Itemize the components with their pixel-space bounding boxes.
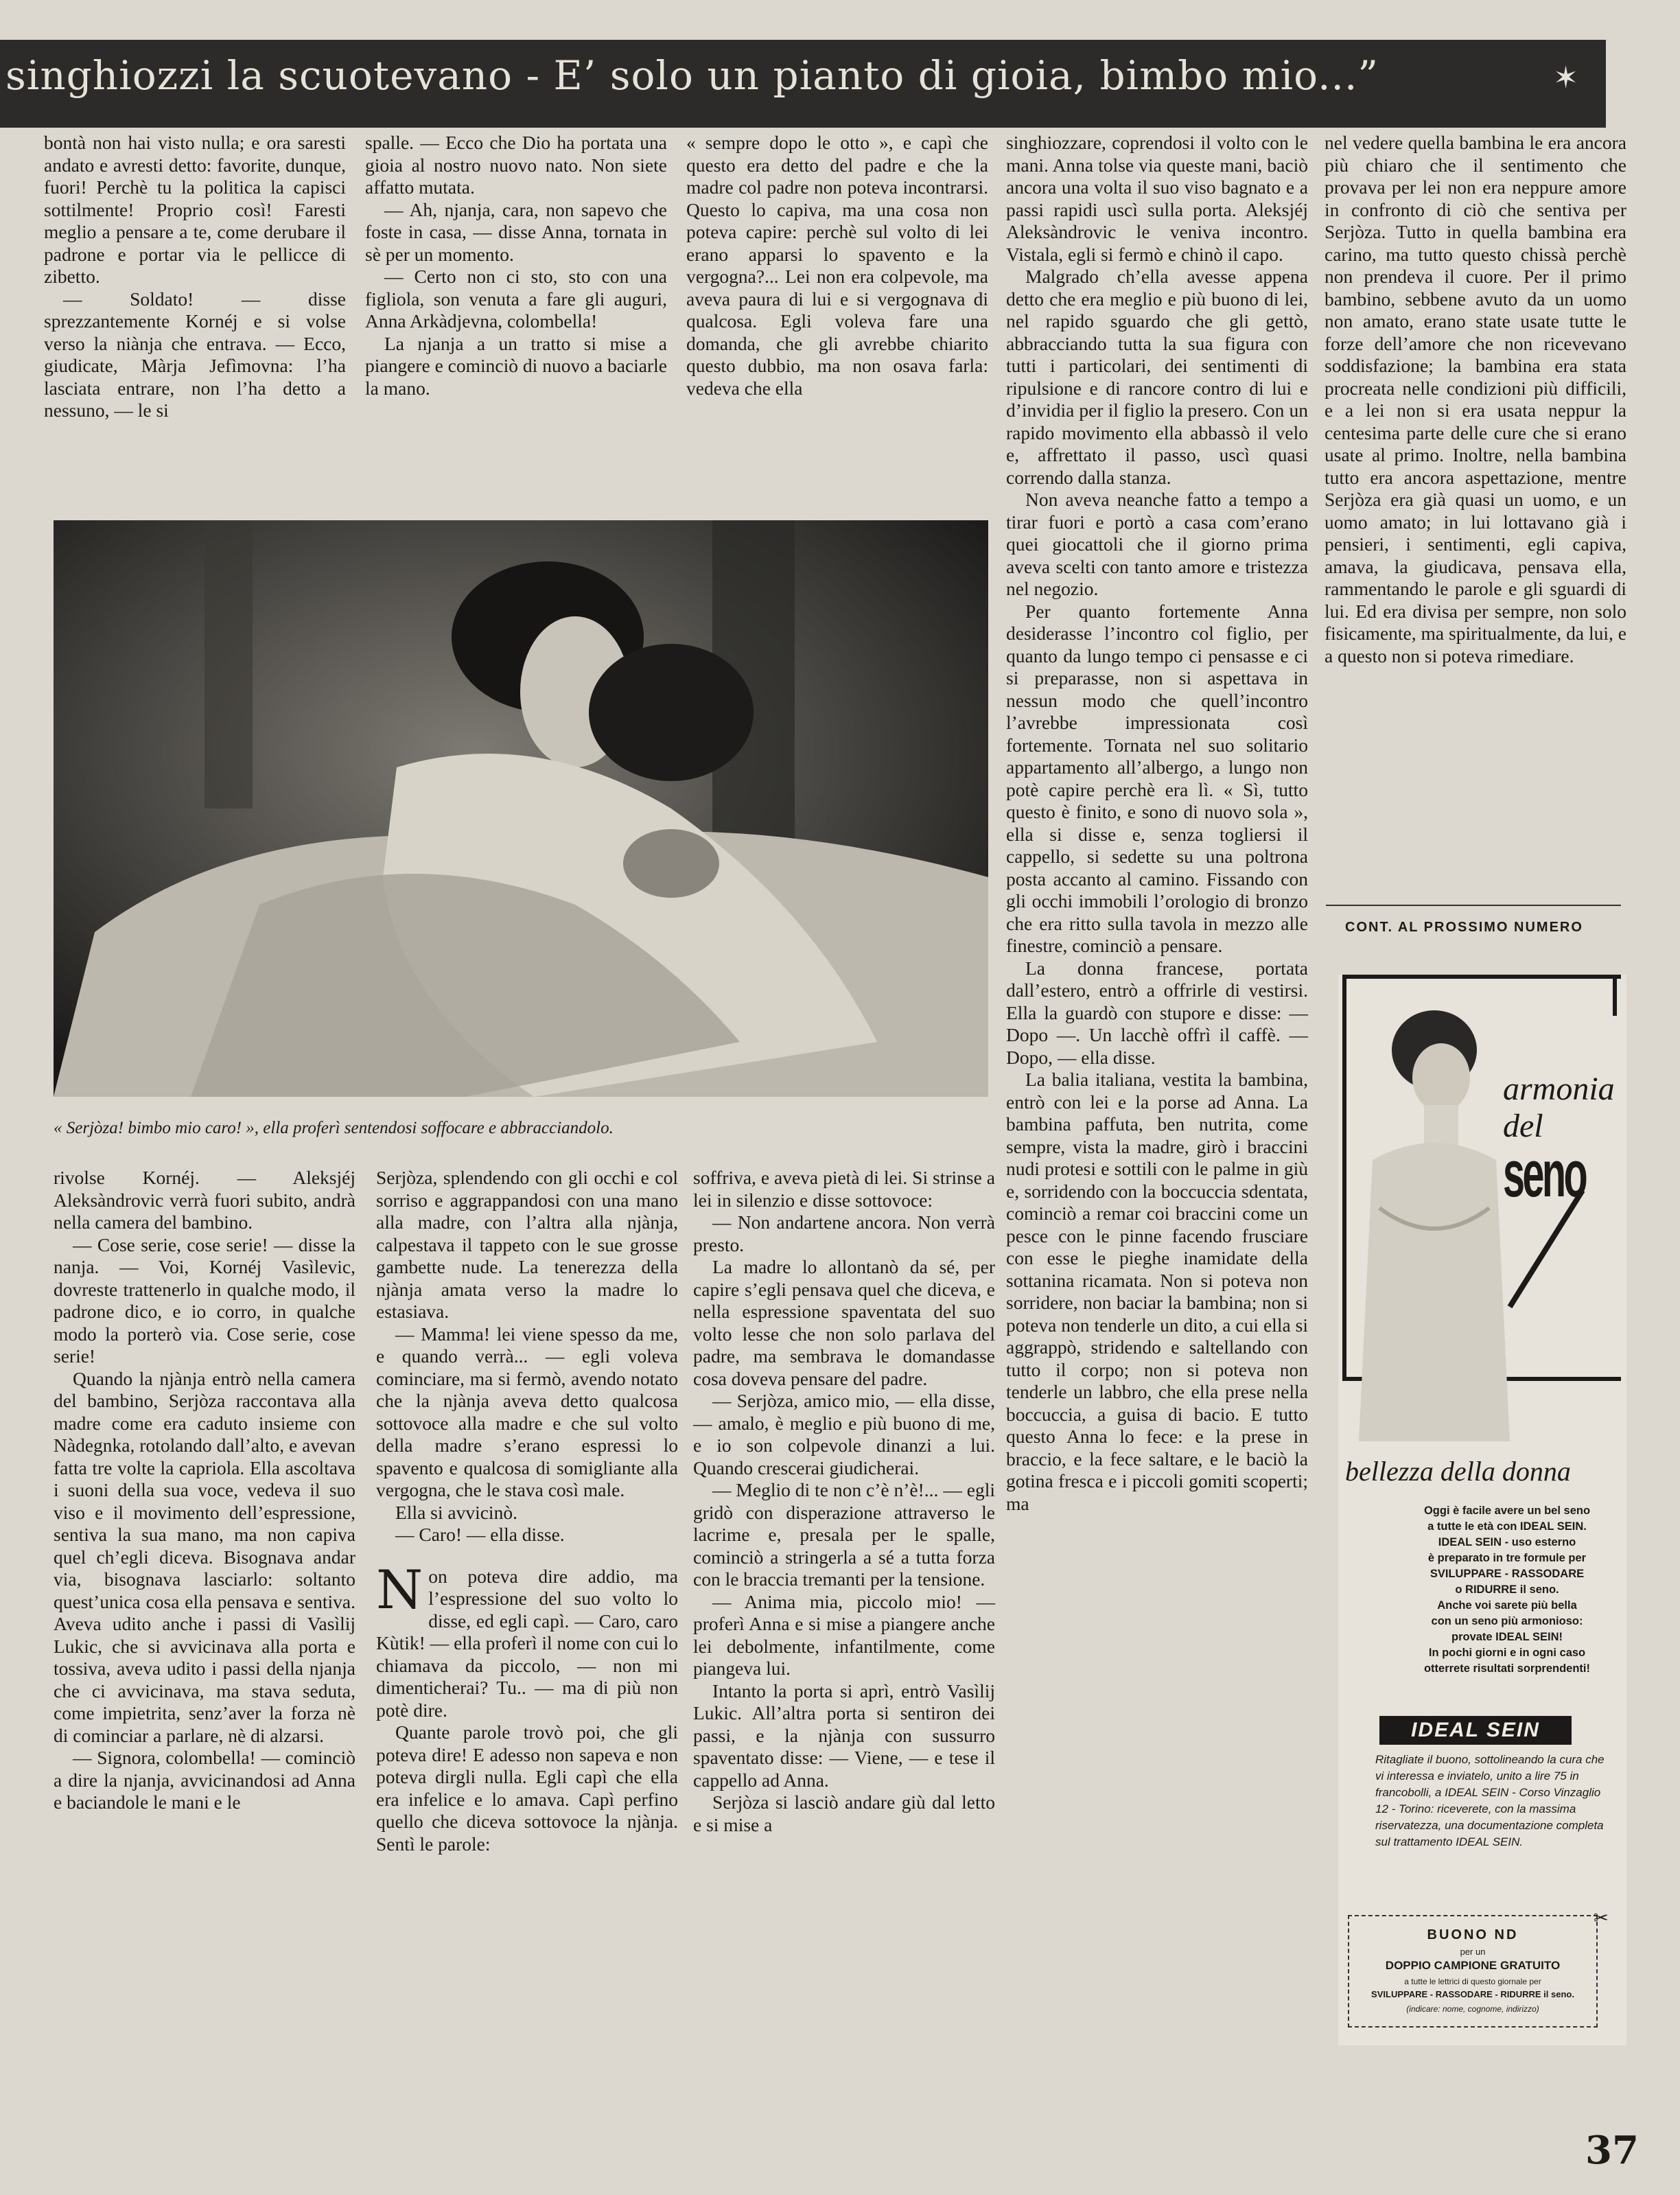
paragraph: Ella si avvicinò. [395, 1501, 517, 1523]
paragraph: Quante parole trovò poi, che gli poteva dire! E adesso non sapeva e non poteva dirgli nulla. Egli capì che ella era infelice e lo amava. Capì perfino quello che diceva sottovoce la njànja. Sentì le parole: [376, 1721, 678, 1855]
ad-body-line: Oggi è facile avere un bel seno [1423, 1505, 1591, 1517]
ad-frame-corner [1613, 975, 1617, 1016]
paragraph: — Mamma! lei viene spesso da me, e quando verrà... — egli voleva cominciare, ma si fermò, avendo notato che la njànja aveva detto qualcosa sottovoce alla madre e che sul volto della madre s’erano espressi lo spavento e qualcosa di somigliante alla vergogna, che le stava così male. [376, 1323, 678, 1500]
paragraph: spalle. — Ecco che Dio ha portata una gioia al nostro nuovo nato. Non siete affatto mutata. [365, 132, 667, 198]
coupon-line: a tutte le lettrici di questo giornale per [1404, 1977, 1541, 1986]
paragraph: La balia italiana, vestita la bambina, entrò con lei e la porse ad Anna. La bambina paffuta, ben nutrita, come sempre, vista la madre, girò i braccini nudi protesi e sottili con le palme in giù e, sorridendo con la boccuccia sdentata, cominciò a remar coi braccini come un pesce con le pinne facendo frusciare con esse le pieghe inamidate della sottanina ricamata. Non si poteva non sorridere, non baciar la bambina; non si poteva non tenderle un dito, a cui ella si aggrappò, stridendo e saltellando con tutto il corpo; non si poteva non tenderle un labbro, che ella prese nella boccuccia, a guisa di bacio. E tutto questo Anna lo fece: e la prese in braccio, e la fece saltare, e le baciò la gotina fresca e i piccoli gomiti scoperti; ma [1006, 1069, 1308, 1514]
woman-figure-illustration [1352, 1002, 1510, 1441]
divider [1326, 905, 1621, 906]
ad-headline-line: del [1503, 1108, 1543, 1144]
paragraph: Serjòza si lasciò andare giù dal letto e si mise a [693, 1791, 995, 1835]
ad-brand-logo: IDEAL SEIN [1379, 1716, 1572, 1745]
ad-body-line: Anche voi sarete più bella [1437, 1599, 1577, 1612]
ad-body-line: a tutte le età con IDEAL SEIN. [1427, 1520, 1587, 1533]
header-banner [0, 40, 1606, 128]
ad-body-line: otterrete risultati sorprendenti! [1423, 1662, 1591, 1675]
photo-caption: « Serjòza! bimbo mio caro! », ella proferì sentendosi soffocare e abbracciandolo. [54, 1119, 614, 1137]
ad-headline-line: armonia [1503, 1071, 1615, 1107]
coupon[interactable] [1348, 1915, 1598, 2028]
ad-body-line: provate IDEAL SEIN! [1451, 1631, 1563, 1643]
ad-fine-print: Ritagliate il buono, sottolineando la cura che vi interessa e inviatelo, unito a lire 75 in francobolli, a IDEAL SEIN - Corso Vinzaglio 12 - Torino: riceverete, con la massima riservatezza, una documentazione completa sul trattamento IDEAL SEIN. [1375, 1753, 1605, 1848]
paragraph: La donna francese, portata dall’estero, entrò a offrirle di vestirsi. Ella la guardò con stupore e disse: — Dopo —. Un lacchè offrì il caffè. — Dopo, — ella disse. [1006, 957, 1308, 1068]
paragraph: — Anima mia, piccolo mio! — proferì Anna e si mise a piangere anche lei debolmente, infantilmente, come piangeva lui. [693, 1590, 995, 1679]
paragraph: « sempre dopo le otto », e capì che questo era detto del padre e che la madre col padre non poteva incontrarsi. Questo lo capiva, ma una cosa non poteva capire: perchè sul volto di lei erano apparsi lo spavento e la vergogna?... Lei non era colpevole, ma aveva paura di lui e si vergognava di qualcosa. Egli voleva fare una domanda, che gli avrebbe chiarito questo dubbio, ma non osava farla: vedeva che ella [686, 132, 988, 399]
ad-body-line: o RIDURRE il seno. [1455, 1583, 1559, 1596]
bottom-column-3 [693, 1167, 995, 1836]
ad-headline [1503, 1071, 1615, 1145]
paragraph: Quando la njànja entrò nella camera del bambino, Serjòza raccontava alla madre come era caduto insieme con Nàdegnka, rotolando dall’alto, e avevan fatta tre volte la capriola. Ella ascoltava i suoni della sua voce, vedeva il suo viso e il movimento dell’espressione, sentiva la sua mano, ma non capiva quel ch’egli diceva. Bisognava andar via, bisognava lasciarlo: soltanto quest’unica cosa ella pensava e sentiva. Aveva udito anche i passi di Vasìlij Lukic, che si avvicinava alla porta e tossiva, aveva udito i passi della njanja che ci avvicinava, ma stava seduta, come impietrita, senz’aver la forza nè di cominciar a parlare, nè di alzarsi. [54, 1367, 355, 1746]
paragraph: Intanto la porta si aprì, entrò Vasìlij Lukic. All’altra porta si sentiron dei passi, e la njànja con sussurro spaventato disse: — Viene, — e tese il cappello ad Anna. [693, 1680, 995, 1791]
ad-body-line: con un seno più armonioso: [1431, 1615, 1583, 1627]
paragraph: Serjòza, splendendo con gli occhi e col sorriso e aggrappandosi con una mano alla madre, con l’altra alla njànja, calpestava il tappeto con le sue grosse gambette nude. La tenerezza della njànja amata verso la madre lo estasiava. [376, 1167, 678, 1322]
film-still-photo [54, 520, 988, 1097]
coupon-line: (indicare: nome, cognome, indirizzo) [1406, 2004, 1539, 2014]
top-column-1 [44, 132, 346, 422]
page-number: 37 [1585, 2128, 1639, 2173]
coupon-line: DOPPIO CAMPIONE GRATUITO [1385, 1959, 1561, 1972]
paragraph: — Meglio di te non c’è n’è!... — egli gridò con disperazione attraverso le lacrime e, presala per le spalle, cominciò a stringerla a sé a tutta forza con le braccia tremanti per la tensione. [693, 1479, 995, 1590]
ad-body-line: IDEAL SEIN - uso esterno [1438, 1536, 1576, 1548]
paragraph: Per quanto fortemente Anna desiderasse l’incontro col figlio, per quanto da lungo tempo ci pensasse e ci si preparasse, non si aspettava in nessun modo che quell’incontro l’avrebbe impressionata così fortemente. Tornata nel suo solitario appartamento all’albergo, a lungo non potè capire perchè era lì. « Sì, tutto questo è finito, e sono di nuovo sola », ella si disse e, senza togliersi il cappello, si sedette su una poltrona posta accanto al camino. Fissando con gli occhi immobili l’orologio di bronzo che era ritto sulla tavola in mezzo alle finestre, cominciò a pensare. [1006, 600, 1308, 956]
ad-body [1404, 1503, 1610, 1677]
coupon-line: SVILUPPARE - RASSODARE - RIDURRE il seno. [1371, 1989, 1574, 1999]
paragraph: rivolse Kornéj. — Aleksjéj Aleksàndrovic verrà fuori subito, andrà nella camera del bambino. [54, 1167, 355, 1233]
column-4 [1006, 132, 1308, 1515]
paragraph: — Serjòza, amico mio, — ella disse, — amalo, è meglio e più buono di me, e io son colpevole dinanzi a lui. Quando crescerai giudicherai. [693, 1390, 995, 1478]
paragraph: — Non andartene ancora. Non verrà presto. [693, 1211, 995, 1255]
paragraph: — Signora, colombella! — cominciò a dire la njanja, avvicinandosi ad Anna e baciandole le mani e le [54, 1747, 355, 1813]
ad-headline-bold: seno [1503, 1137, 1586, 1211]
paragraph: — Caro! — ella disse. [395, 1524, 565, 1545]
bottom-column-1 [54, 1167, 355, 1814]
paragraph: Non aveva neanche fatto a tempo a tirar fuori e portò a casa com’erano quei giocattoli che il giorno prima aveva scelti con tanto amore e tristezza nel negozio. [1006, 489, 1308, 599]
photo-illustration [54, 520, 988, 1097]
paragraph: nel vedere quella bambina le era ancora più chiaro che il sentimento che provava per lei non era neppure amore in confronto di ciò che sentiva per Serjòza. Tutto in quella bambina era carino, ma tutto questo chissà perchè non prendeva il cuore. Per il primo bambino, sebbene avuto da un uomo non amato, erano state usate tutte le forze dell’amore che non ricevevano soddisfazione; la bambina era stata procreata nelle condizioni più difficili, e a lei non si era usata neppur la centesima parte delle cure che si erano usate al primo. Inoltre, nella bambina tutto era ancora aspettazione, mentre Serjòza era già quasi un uomo, e un uomo amato; in lui lottavano già i pensieri, i sentimenti, egli capiva, amava, la giudicava, pensava ella, rammentando le parole e gli sguardi di lui. Ed era divisa per sempre, non solo fisicamente, ma spiritualmente, da lui, e a questo non si poteva rimediare. [1325, 132, 1626, 666]
advertisement [1338, 975, 1626, 2045]
scissors-icon: ✂ [1594, 1908, 1609, 1928]
paragraph: — Certo non ci sto, sto con una figliola, son venuta a fare gli auguri, Anna Arkàdjevna, colombella! [365, 266, 667, 332]
top-column-3 [686, 132, 988, 399]
top-column-2 [365, 132, 667, 399]
column-5 [1325, 132, 1626, 667]
paragraph-text: on poteva dire addio, ma l’espressione del suo volto lo disse, ed egli capì. — Caro, caro Kùtik! — ella proferì il nome con cui lo chiamava da piccolo, — non mi dimenticherai? Tu.. — ma di più non potè dire. [376, 1565, 678, 1721]
paragraph: — Soldato! — disse sprezzantemente Kornéj e si volse verso la niànja che entrava. — Ecco, giudicate, Màrja Jefìmovna: l’ha lasciata entrare, non l’ha detto a nessuno, — le si [44, 288, 346, 421]
star-icon: ✶ [1553, 61, 1578, 95]
paragraph: — Cose serie, cose serie! — disse la nanja. — Voi, Kornéj Vasìlevic, dovreste trattenerlo in qualche modo, il padrone dico, e io corro, in qualche modo la porterò via. Cose serie, cose serie! [54, 1233, 355, 1367]
paragraph: singhiozzare, coprendosi il volto con le mani. Anna tolse via queste mani, baciò ancora una volta il suo viso bagnato e a passi rapidi uscì sulla porta. Aleksjéj Aleksàndrovic le veniva incontro. Vistala, egli si fermò e chinò il capo. [1006, 132, 1308, 265]
ad-body-line: è preparato in tre formule per [1427, 1552, 1587, 1564]
bottom-column-2 [376, 1167, 678, 1855]
paragraph: — Ah, njanja, cara, non sapevo che foste in casa, — disse Anna, tornata in sè per un momento. [365, 198, 667, 265]
ad-body-line: In pochi giorni e in ogni caso [1428, 1647, 1586, 1659]
ad-frame-corner [1572, 975, 1617, 979]
dropcap-paragraph [376, 1559, 678, 1722]
dropcap: N [376, 1559, 423, 1621]
paragraph: soffriva, e aveva pietà di lei. Si strinse a lei in silenzio e disse sottovoce: [693, 1167, 995, 1211]
paragraph: La madre lo allontanò da sé, per capire s’egli pensava quel che diceva, e nella espressione spaventata del suo volto lesse che non solo parlava del padre, ma sembrava le domandasse cosa doveva pensare del padre. [693, 1256, 995, 1389]
ad-body-line: SVILUPPARE - RASSODARE [1430, 1568, 1585, 1580]
banner-title: singhiozzi la scuotevano - E’ solo un pianto di gioia, bimbo mio...” [5, 52, 1379, 99]
ad-tagline: bellezza della donna [1345, 1456, 1571, 1487]
coupon-line: per un [1460, 1947, 1486, 1957]
paragraph: La njanja a un tratto si mise a piangere e cominciò di nuovo a baciarle la mano. [365, 332, 667, 399]
paragraph: bontà non hai visto nulla; e ora saresti andato e avresti detto: favorite, dunque, fuori! Perchè tu la politica la capisci sottilmente! Proprio così! Faresti meglio a pensare a te, come derubare il padrone e portar via le pellicce di zibetto. [44, 132, 346, 287]
paragraph: Malgrado ch’ella avesse appena detto che era meglio e più buono di lei, nel rapido sguardo che gli gettò, abbracciando tutta la sua figura con tutti i particolari, dei sentimenti di ripulsione e di rancore contro di lui e d’invidia per il figlio la presero. Con un rapido movimento ella abbassò il velo e, affrettato il passo, uscì quasi correndo dalla stanza. [1006, 266, 1308, 488]
coupon-title: BUONO ND [1427, 1927, 1519, 1942]
continued-notice: CONT. AL PROSSIMO NUMERO [1345, 920, 1583, 935]
